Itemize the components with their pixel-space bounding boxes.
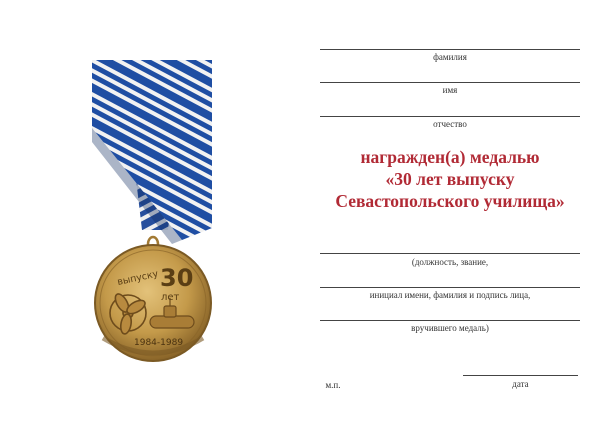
name-line[interactable] bbox=[320, 82, 580, 83]
name-caption: имя bbox=[442, 85, 458, 95]
position-caption: (должность, звание, bbox=[411, 257, 489, 267]
surname-line[interactable] bbox=[320, 49, 580, 50]
award-line-1: награжден(а) медалью bbox=[360, 147, 540, 167]
medal-inscription-years-word: лет bbox=[161, 292, 180, 303]
date-caption: дата bbox=[512, 379, 529, 389]
award-title bbox=[310, 146, 590, 212]
initials-caption: инициал имени, фамилия и подпись лица, bbox=[369, 290, 531, 300]
surname-caption: фамилия bbox=[433, 52, 467, 62]
patronymic-line[interactable] bbox=[320, 116, 580, 117]
presenter-caption: вручившего медаль) bbox=[411, 323, 489, 333]
stamp-label: м.п. bbox=[325, 380, 341, 390]
medal-number: 30 bbox=[160, 264, 194, 292]
award-line-2: «30 лет выпуску bbox=[385, 169, 515, 189]
medal-years: 1984-1989 bbox=[134, 338, 184, 348]
patronymic-caption: отчество bbox=[433, 119, 467, 129]
medal-inscription-top: выпуску bbox=[116, 268, 160, 288]
initials-line[interactable] bbox=[320, 287, 580, 288]
position-line[interactable] bbox=[320, 253, 580, 254]
award-line-3: Севастопольского училища» bbox=[335, 191, 565, 211]
date-line[interactable] bbox=[463, 375, 578, 376]
presenter-line[interactable] bbox=[320, 320, 580, 321]
